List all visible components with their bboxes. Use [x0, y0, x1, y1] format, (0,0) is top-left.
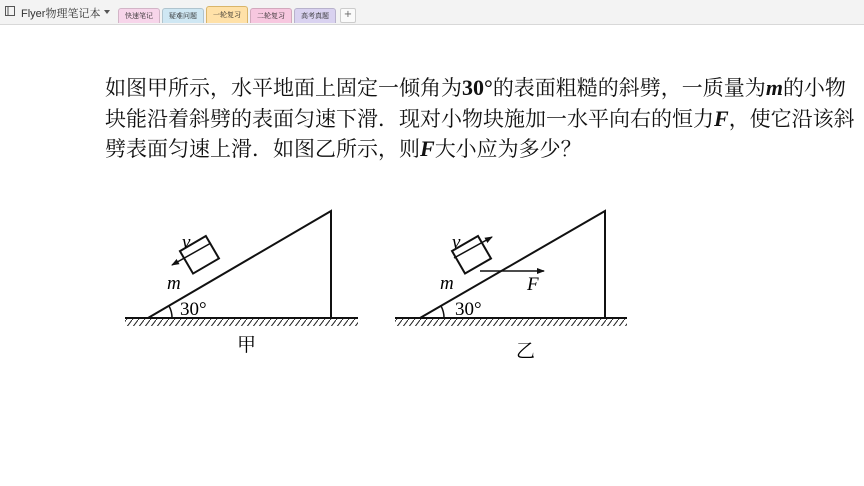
add-tab-button[interactable]: +: [340, 8, 356, 23]
force-symbol: F: [714, 105, 729, 131]
figure-yi: [395, 211, 627, 362]
incline-wedge: [148, 211, 331, 318]
problem-text-part: 如图甲所示，水平地面上固定一倾角为: [105, 76, 462, 100]
tab-second-round-review[interactable]: 二轮复习: [250, 8, 292, 23]
tab-difficult-questions[interactable]: 疑难问题: [162, 8, 204, 23]
angle-arc: [169, 306, 172, 318]
velocity-label: v: [182, 232, 191, 253]
ground-hatching: [125, 318, 358, 326]
figure-caption: 乙: [516, 340, 536, 362]
problem-text-part: ，使它沿该斜劈表面匀速上滑．如图乙所示，则: [105, 106, 855, 161]
problem-text-part: 大小应为多少？: [434, 137, 582, 161]
force-symbol: F: [420, 136, 435, 161]
tab-exam-questions[interactable]: 高考真题: [294, 8, 336, 23]
figure-caption: 甲: [237, 334, 257, 356]
tab-quick-notes[interactable]: 快速笔记: [118, 8, 160, 23]
angle-value: 30°: [462, 75, 493, 100]
velocity-label: v: [452, 232, 461, 253]
problem-text-part: 的小物块能沿着斜劈的表面匀速下滑．现对小物块施加一水平向右的恒力: [105, 76, 846, 131]
problem-text-part: 的表面粗糙的斜劈，一质量为: [492, 76, 766, 100]
angle-arc: [441, 306, 444, 318]
mass-label: m: [167, 273, 181, 294]
ground-hatching: [395, 318, 627, 326]
angle-label: 30°: [455, 299, 482, 320]
tab-first-round-review[interactable]: 一轮复习: [206, 6, 248, 23]
mass-symbol: m: [765, 75, 783, 100]
figure-jia: [125, 211, 358, 356]
incline-wedge: [420, 211, 605, 318]
mass-label: m: [440, 273, 454, 294]
angle-label: 30°: [180, 299, 207, 320]
force-label: F: [527, 274, 539, 295]
notebook-title[interactable]: Flyer物理笔记本: [21, 8, 101, 20]
